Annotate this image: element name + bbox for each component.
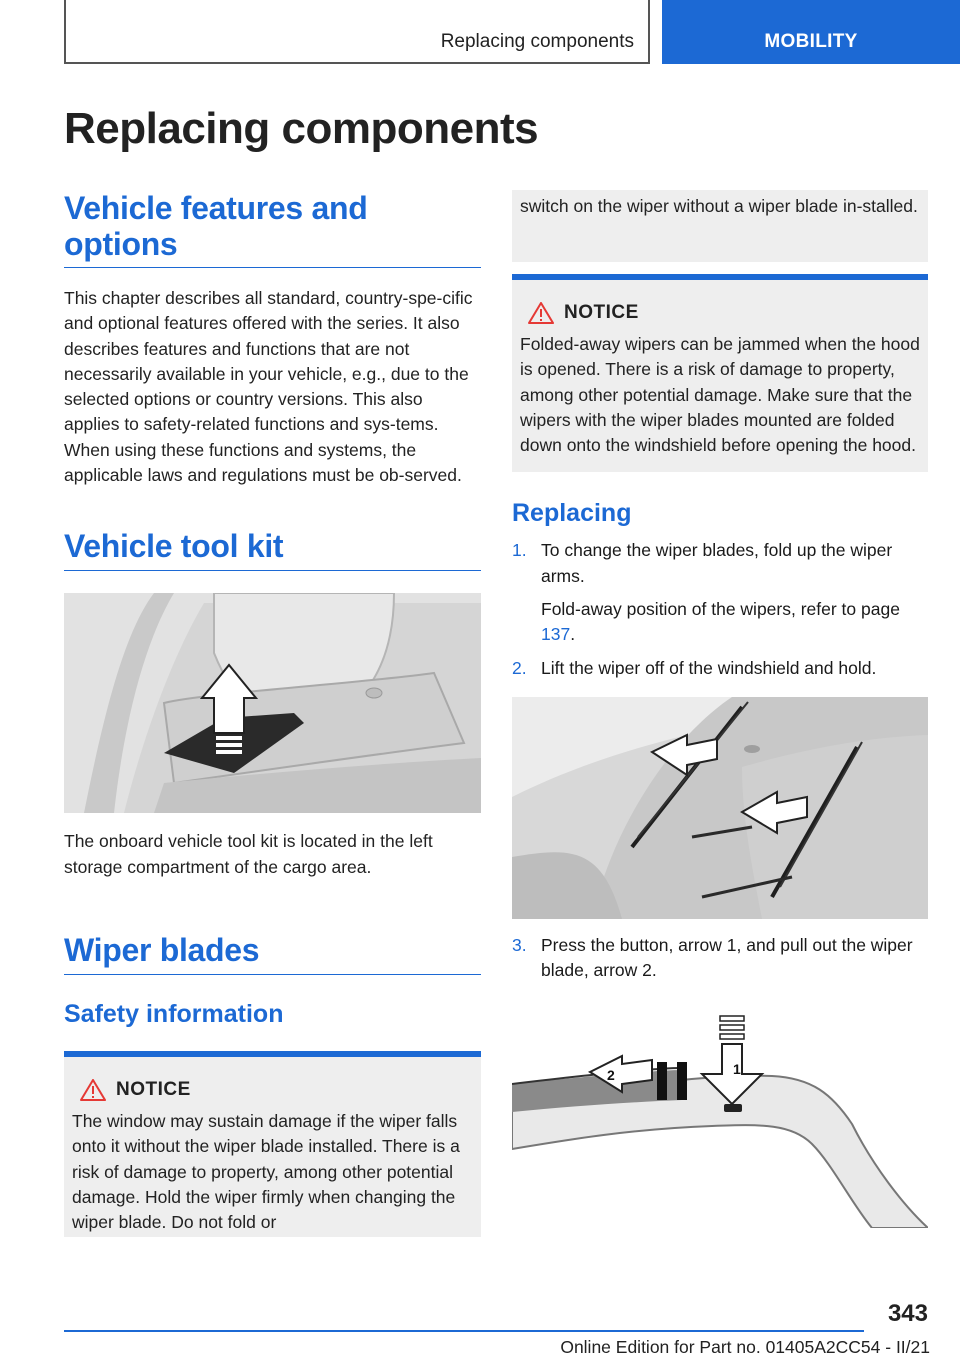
tool-kit-illustration (64, 593, 481, 813)
heading-rule (64, 262, 481, 268)
step-item (512, 656, 928, 681)
warning-triangle-icon (80, 1079, 106, 1101)
step-number: 3. (512, 934, 527, 955)
notice-title: NOTICE (116, 1078, 191, 1100)
right-column (512, 190, 928, 1228)
step-subtext-end: . (570, 624, 576, 645)
step-text: Lift the wiper off of the windshield and hold. (541, 657, 877, 678)
notice-text: Folded-away wipers can be jammed when the hood is opened. There is a risk of damage to property, among other potential damage. Make sure that the wipers with the wiper blades mounted are folded down onto the windshield before opening the hood. (520, 334, 920, 456)
replacing-steps (512, 538, 928, 680)
heading-wiper-blades: Wiper blades (64, 932, 481, 975)
warning-triangle-icon (528, 302, 554, 324)
notice-box-folded-wipers (512, 274, 928, 472)
footer-rule (64, 1330, 864, 1332)
notice-text: The window may sustain damage if the wiper falls onto it without the wiper blade installed. There is a risk of damage to property, among other potential damage. Hold the wiper firmly when changing the wiper blade. Do not fold or (72, 1110, 460, 1233)
footer-edition: Online Edition for Part no. 01405A2CC54 - II/21 (560, 1337, 930, 1357)
header-tab-label: MOBILITY (764, 31, 858, 52)
heading-replacing: Replacing (512, 499, 632, 528)
step-number: 2. (512, 657, 527, 678)
step-text: Press the button, arrow 1, and pull out the wiper blade, arrow 2. (541, 934, 913, 981)
step-subtext-body: Fold-away position of the wipers, refer to page (541, 599, 900, 620)
notice-header (72, 1079, 473, 1101)
notice-box-window-damage (64, 1051, 481, 1237)
step-number: 1. (512, 540, 527, 561)
heading-vehicle-features: Vehicle features and options (64, 190, 368, 262)
left-column (64, 190, 481, 1237)
windshield-wiper-illustration (512, 697, 928, 919)
arrow-2-label: 2 (607, 1066, 615, 1083)
arrow-1-label: 1 (733, 1060, 741, 1077)
page-reference-link[interactable]: 137 (541, 624, 571, 645)
notice-continuation-text: switch on the wiper without a wiper blade in-stalled. (520, 196, 918, 216)
tool-kit-text: The onboard vehicle tool kit is located in the left storage compartment of the cargo area. (64, 831, 433, 877)
wiper-blade-illustration (512, 1014, 928, 1228)
step-item (512, 538, 928, 589)
heading-safety-information: Safety information (64, 999, 284, 1028)
step-text: To change the wiper blades, fold up the wiper arms. (541, 540, 893, 586)
page-title: Replacing components (64, 104, 539, 153)
step-subtext (512, 597, 928, 648)
vehicle-features-text: This chapter describes all standard, country-spe-cific and optional features offered with the series. It also describes features and functions that are not necessarily available in your vehicle, e.g., due to the selected options or country versions. This also applies to safety-related functions and sys-tems. When using these functions and systems, the applicable laws and regulations must be ob-served. (64, 288, 473, 486)
heading-vehicle-tool-kit: Vehicle tool kit (64, 528, 481, 571)
notice-title: NOTICE (564, 302, 639, 323)
notice-continuation-box (512, 190, 928, 262)
notice-header (520, 302, 920, 324)
header-section-title: Replacing components (440, 31, 634, 52)
header-section-box (64, 0, 650, 64)
step-item (512, 933, 928, 984)
header-mobility-tab[interactable] (662, 0, 960, 64)
page-number: 343 (887, 1300, 928, 1327)
